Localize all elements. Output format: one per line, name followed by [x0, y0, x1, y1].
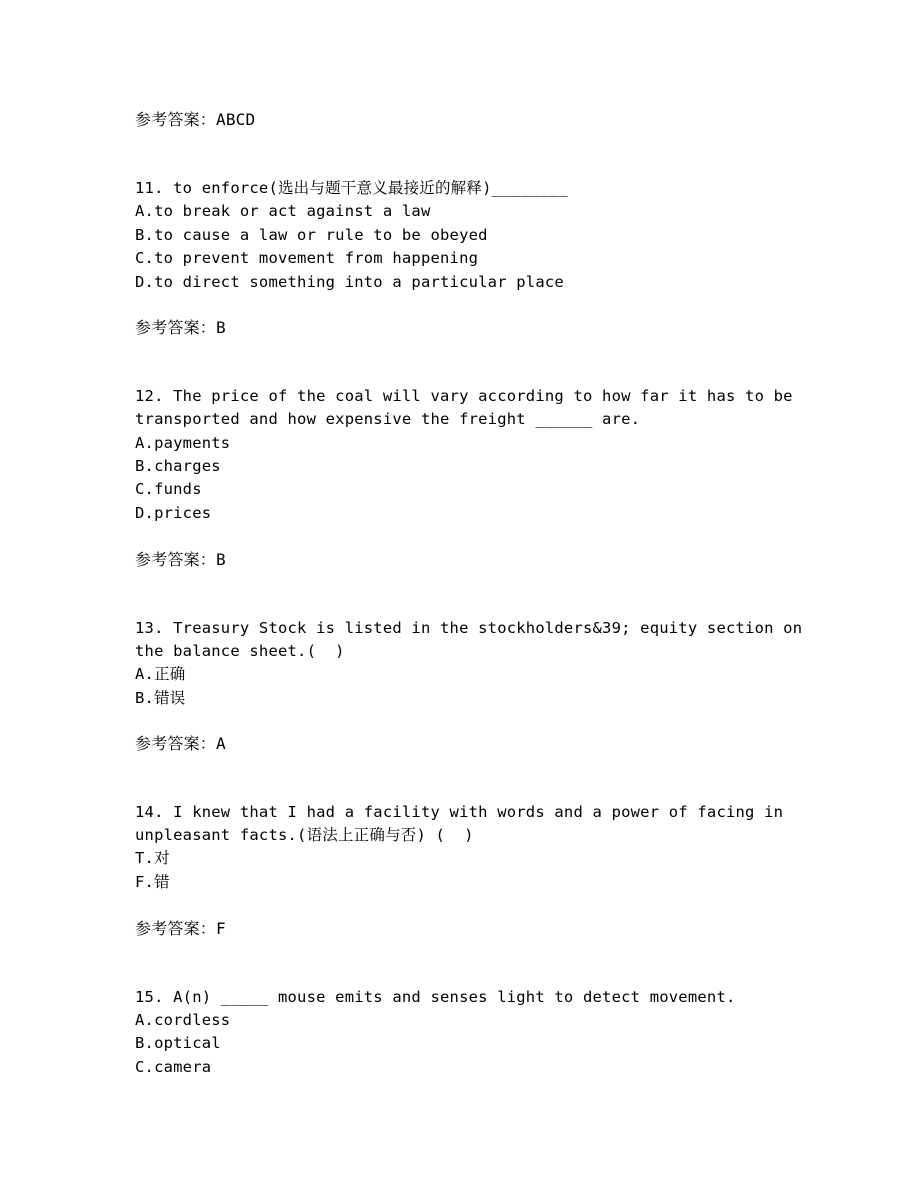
answer-label: 参考答案： [135, 550, 217, 569]
answer-value: B [216, 318, 226, 337]
question-13-stem-line1: 13. Treasury Stock is listed in the stockholders&39; equity section on [135, 619, 803, 637]
question-15-option-a: A.cordless [135, 1011, 231, 1029]
answer-label: 参考答案： [135, 110, 217, 129]
question-14-stem-line1: 14. I knew that I had a facility with words and a power of facing in [135, 803, 784, 821]
question-14-option-t: T.对 [135, 849, 170, 867]
question-12-stem-line2: transported and how expensive the freight ______ are. [135, 410, 641, 428]
answer-value: ABCD [216, 110, 256, 129]
question-14-stem-line2: unpleasant facts.(语法上正确与否) ( ) [135, 826, 474, 844]
question-11-stem: 11. to enforce(选出与题干意义最接近的解释)________ [135, 179, 568, 197]
question-12-option-d: D.prices [135, 504, 212, 522]
answer-label: 参考答案： [135, 734, 217, 753]
question-12-option-b: B.charges [135, 457, 221, 475]
answer-prev [135, 110, 255, 130]
question-15-option-b: B.optical [135, 1034, 221, 1052]
question-11-option-d: D.to direct something into a particular place [135, 273, 564, 291]
question-12-option-c: C.funds [135, 480, 202, 498]
answer-label: 参考答案： [135, 919, 217, 938]
question-13-option-a: A.正确 [135, 665, 186, 683]
question-11-option-b: B.to cause a law or rule to be obeyed [135, 226, 488, 244]
question-12-option-a: A.payments [135, 434, 231, 452]
question-12-stem-line1: 12. The price of the coal will vary according to how far it has to be [135, 387, 793, 405]
question-13-stem-line2: the balance sheet.( ) [135, 642, 345, 660]
answer-value: A [216, 734, 226, 753]
answer-13 [135, 734, 226, 754]
question-14-option-f: F.错 [135, 873, 170, 891]
question-11-option-a: A.to break or act against a law [135, 202, 431, 220]
question-15-option-c: C.camera [135, 1058, 212, 1076]
question-15-stem: 15. A(n) _____ mouse emits and senses light to detect movement. [135, 988, 736, 1006]
answer-12 [135, 550, 226, 570]
question-13-option-b: B.错误 [135, 689, 186, 707]
answer-label: 参考答案： [135, 318, 217, 337]
answer-11 [135, 318, 226, 338]
answer-14 [135, 919, 226, 939]
question-11-option-c: C.to prevent movement from happening [135, 249, 479, 267]
answer-value: F [216, 919, 226, 938]
answer-value: B [216, 550, 226, 569]
